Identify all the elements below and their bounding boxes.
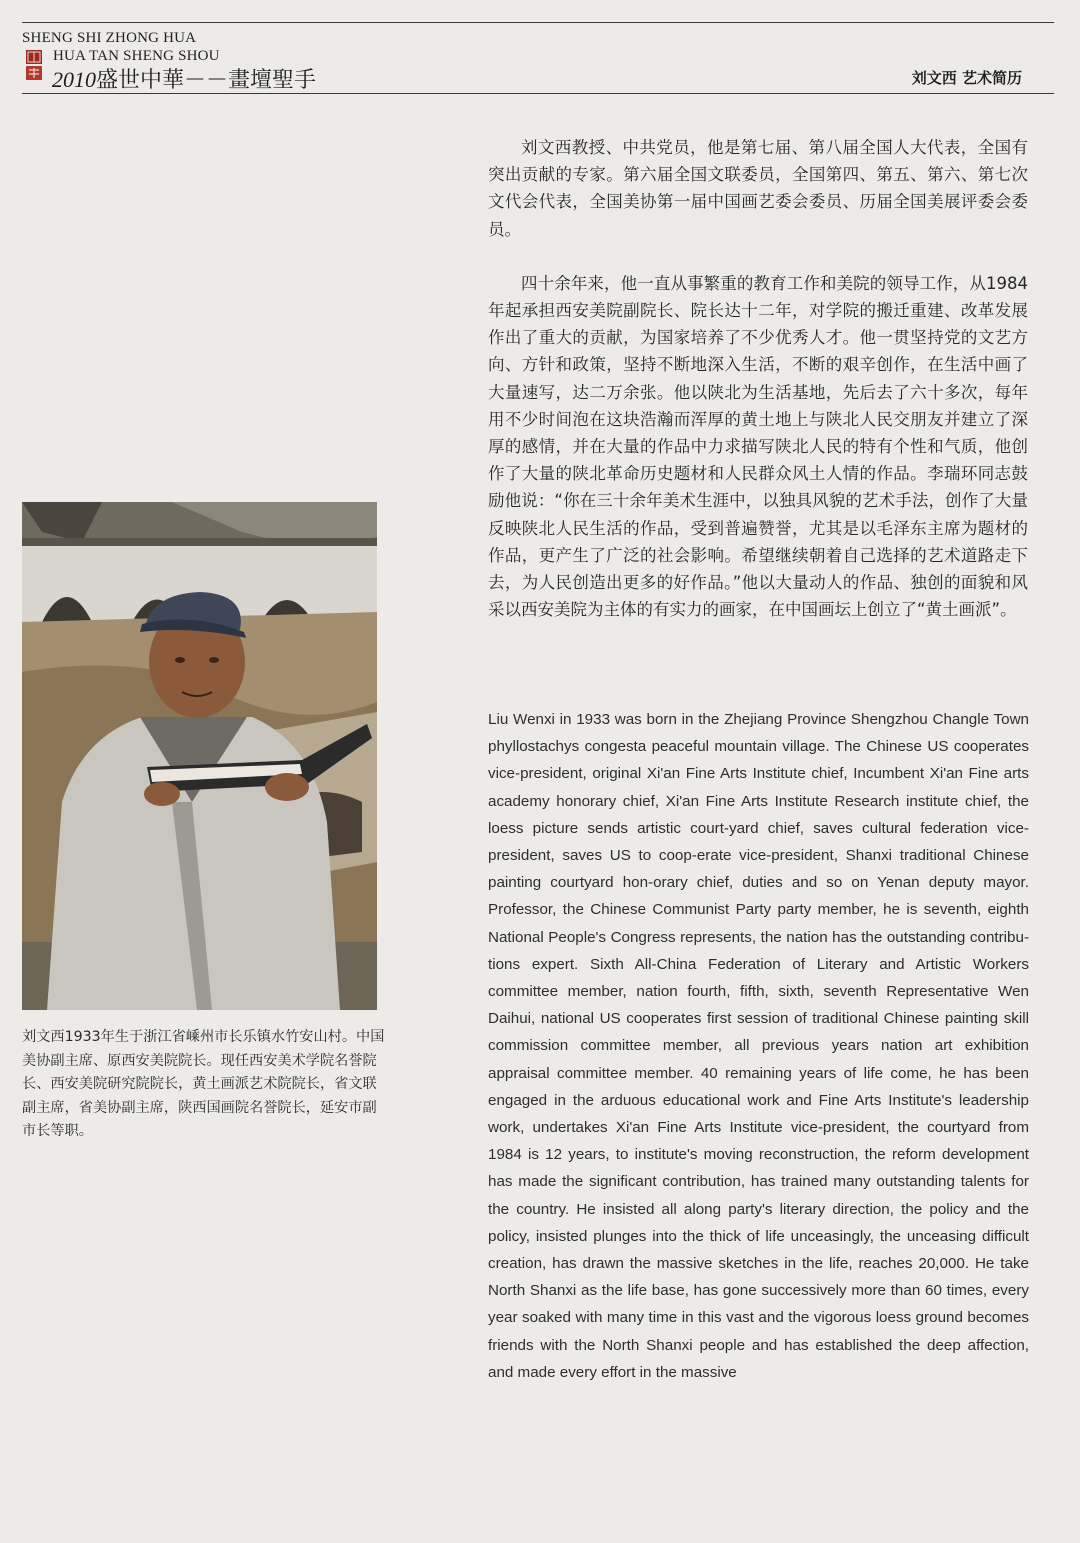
- header-english-line-1: SHENG SHI ZHONG HUA: [22, 30, 197, 46]
- header-chinese-title: [52, 63, 316, 94]
- photo-caption: 刘文西1933年生于浙江省嵊州市长乐镇水竹安山村。中国美协副主席、原西安美院院长。现任西安美术学院名誉院长、西安美院研究院院长，黄土画派艺术院院长，省文联副主席，省美协副主席，陕西国画院名誉院长，延安市副市长等职。: [22, 1029, 385, 1140]
- chinese-paragraph-1: 刘文西教授、中共党员，他是第七届、第八届全国人大代表，全国有突出贡献的专家。第六届全国文联委员，全国第四、第五、第六、第七次文代会代表，全国美协第一届中国画艺委会委员、历届全国美展评委会委员。: [488, 138, 1028, 239]
- english-paragraph: Liu Wenxi in 1933 was born in the Zhejiang Province Shengzhou Changle Town phyllostachys congesta peaceful mountain village. The Chinese US cooperates vice-president, original Xi'an Fine Arts Institute chief, Incumbent Xi'an Fine arts academy honorary chief, Xi'an Fine Arts Institute Research institute chief, the loess picture sends artistic court-yard chief, saves cultural federation vice-president, saves US to coop-erate vice-president, Shanxi traditional Chinese painting courtyard hon-orary chief, duties and so on Yenan deputy mayor. Professor, the Chinese Communist Party party member, he is seventh, eighth National People's Congress represents, the nation has the outstanding contribu-tions expert. Sixth All-China Federation of Literary and Artistic Workers committee member, nation fourth, fifth, sixth, seventh Representative Wen Daihui, national US cooperates first session of traditional Chinese painting skill commission committee member, all previous years nation art exhibition appraisal committee member. 40 remaining years of life come, he has been engaged in the arduous educational work and Fine Arts Institute's leadership work, undertakes Xi'an Fine Arts Institute vice-president, the courtyard from 1984 is 12 years, to institute's moving reconstruction, the reform development has made the significant contribution, has trained many outstanding talents for the country. He insisted all along party's literary direction, the policy and the policy, insisted plunges into the thick of life unceasingly, the unceasing difficult creation, has drawn the massive sketches in the life, reaches 20,000. He take North Shanxi as the life base, has gone successively more than 60 times, every year soaked with many time in this vast and the vigorous loess ground becomes friends with the North Shanxi people and has established the deep affection, and made every effort in the massive: [488, 711, 1029, 1381]
- english-biography: [488, 706, 1029, 1386]
- header-english-line-2: HUA TAN SHENG SHOU: [53, 48, 220, 64]
- header-title-text: 盛世中華－－畫壇聖手: [96, 68, 317, 93]
- red-seal-icon: [24, 50, 44, 82]
- header-year: 2010: [52, 67, 96, 92]
- header-bottom-rule: [22, 93, 1054, 94]
- chinese-paragraph-2: 四十余年来，他一直从事繁重的教育工作和美院的领导工作，从1984年起承担西安美院副院长、院长达十二年，对学院的搬迁重建、改革发展作出了重大的贡献，为国家培养了不少优秀人才。他一贯坚持党的文艺方向、方针和政策，坚持不断地深入生活，不断的艰辛创作，在生活中画了大量速写，达二万余张。他以陕北为生活基地，先后去了六十多次，每年用不少时间泡在这块浩瀚而浑厚的黄土地上与陕北人民交朋友并建立了深厚的感情，并在大量的作品中力求描写陕北人民的特有个性和气质，他创作了大量的陕北革命历史题材和人民群众风土人情的作品。李瑞环同志鼓励他说：“你在三十余年美术生涯中，以独具风貌的艺术手法，创作了大量反映陕北人民生活的作品，受到普遍赞誉，尤其是以毛泽东主席为题材的作品，更产生了广泛的社会影响。希望继续朝着自己选择的艺术道路走下去，为人民创造出更多的好作品。”他以大量动人的作品、独创的面貌和风采以西安美院为主体的有实力的画家，在中国画坛上创立了“黄土画派”。: [488, 273, 1028, 620]
- chinese-biography: [488, 134, 1028, 650]
- portrait-photo: [22, 502, 377, 1010]
- header-top-rule: [22, 22, 1054, 23]
- section-title: 刘文西 艺术简历: [911, 69, 1022, 87]
